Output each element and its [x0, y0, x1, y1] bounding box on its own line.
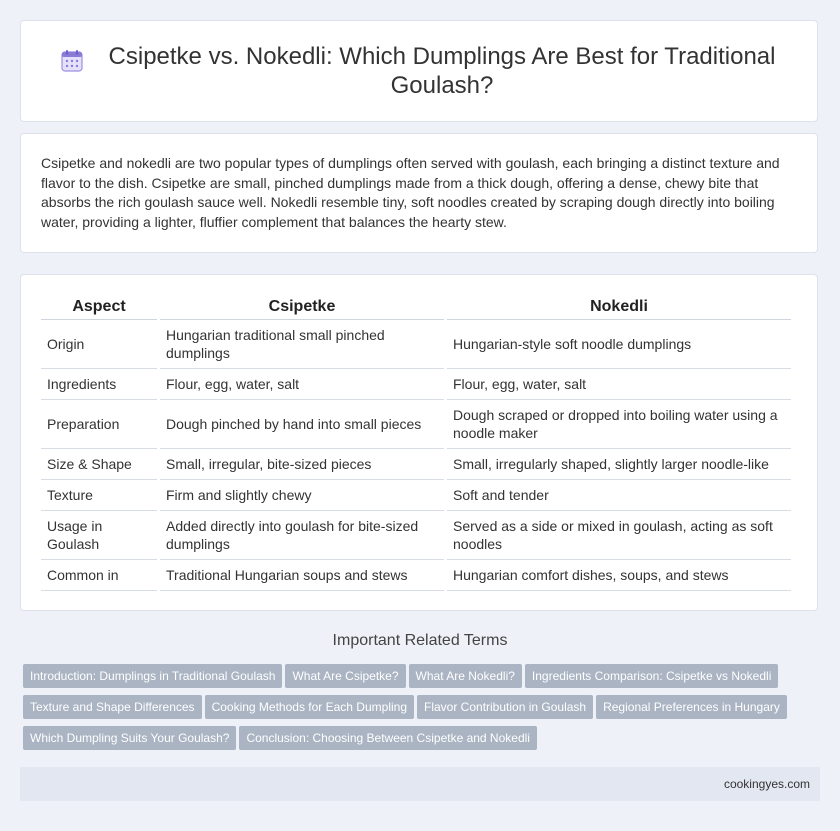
table-cell: Dough scraped or dropped into boiling water using a noodle maker — [447, 400, 791, 449]
table-cell: Hungarian comfort dishes, soups, and stews — [447, 560, 791, 591]
table-cell: Added directly into goulash for bite-sized dumplings — [160, 511, 444, 560]
related-tags — [23, 664, 823, 757]
intro-paragraph: Csipetke and nokedli are two popular types of dumplings often served with goulash, each bringing a distinct texture and flavor to the dish. Csipetke are small, pinched dumplings made from a thick dough, offering a dense, chewy bite that absorbs the rich goulash sauce well. Nokedli resemble tiny, soft noodles created by scraping dough directly into boiling water, providing a lighter, fluffier complement that balances the hearty stew. — [41, 155, 780, 230]
table-cell: Served as a side or mixed in goulash, acting as soft noodles — [447, 511, 791, 560]
table-cell: Firm and slightly chewy — [160, 480, 444, 511]
table-cell: Ingredients — [41, 369, 157, 400]
table-cell: Origin — [41, 320, 157, 369]
related-tag[interactable]: Conclusion: Choosing Between Csipetke and Nokedli — [239, 726, 537, 750]
header-nokedli: Nokedli — [447, 293, 791, 320]
intro-card — [20, 133, 818, 253]
title-card — [20, 20, 818, 122]
title-wrap — [59, 42, 779, 100]
table-cell: Hungarian traditional small pinched dumplings — [160, 320, 444, 369]
footer-site[interactable]: cookingyes.com — [723, 777, 810, 791]
table-cell: Size & Shape — [41, 449, 157, 480]
table-row — [41, 480, 791, 511]
table-cell: Flour, egg, water, salt — [160, 369, 444, 400]
comparison-table-card — [20, 274, 818, 611]
page-title: Csipetke vs. Nokedli: Which Dumplings Are Best for Traditional Goulash? — [108, 43, 776, 99]
related-tag[interactable]: Texture and Shape Differences — [23, 695, 202, 719]
table-cell: Preparation — [41, 400, 157, 449]
table-row — [41, 560, 791, 591]
header-aspect: Aspect — [41, 293, 157, 320]
related-tag[interactable]: Flavor Contribution in Goulash — [417, 695, 593, 719]
related-tag[interactable]: What Are Nokedli? — [409, 664, 522, 688]
related-tag[interactable]: Ingredients Comparison: Csipetke vs Nokedli — [525, 664, 778, 688]
related-tag[interactable]: Which Dumpling Suits Your Goulash? — [23, 726, 236, 750]
table-cell: Small, irregularly shaped, slightly larger noodle-like — [447, 449, 791, 480]
header-csipetke: Csipetke — [160, 293, 444, 320]
table-row — [41, 320, 791, 369]
table-header-row — [41, 293, 791, 320]
table-row — [41, 400, 791, 449]
table-cell: Small, irregular, bite-sized pieces — [160, 449, 444, 480]
comparison-table — [38, 293, 794, 591]
footer — [20, 767, 820, 801]
table-cell: Usage in Goulash — [41, 511, 157, 560]
calendar-document-icon — [59, 48, 85, 74]
table-cell: Common in — [41, 560, 157, 591]
table-cell: Hungarian-style soft noodle dumplings — [447, 320, 791, 369]
related-tag[interactable]: Regional Preferences in Hungary — [596, 695, 787, 719]
table-cell: Texture — [41, 480, 157, 511]
table-cell: Dough pinched by hand into small pieces — [160, 400, 444, 449]
table-row — [41, 511, 791, 560]
related-tag[interactable]: Introduction: Dumplings in Traditional Goulash — [23, 664, 282, 688]
table-cell: Flour, egg, water, salt — [447, 369, 791, 400]
related-tag[interactable]: Cooking Methods for Each Dumpling — [205, 695, 414, 719]
related-tag[interactable]: What Are Csipetke? — [285, 664, 405, 688]
related-terms-title: Important Related Terms — [332, 632, 508, 649]
table-cell: Traditional Hungarian soups and stews — [160, 560, 444, 591]
table-cell: Soft and tender — [447, 480, 791, 511]
table-row — [41, 369, 791, 400]
table-row — [41, 449, 791, 480]
